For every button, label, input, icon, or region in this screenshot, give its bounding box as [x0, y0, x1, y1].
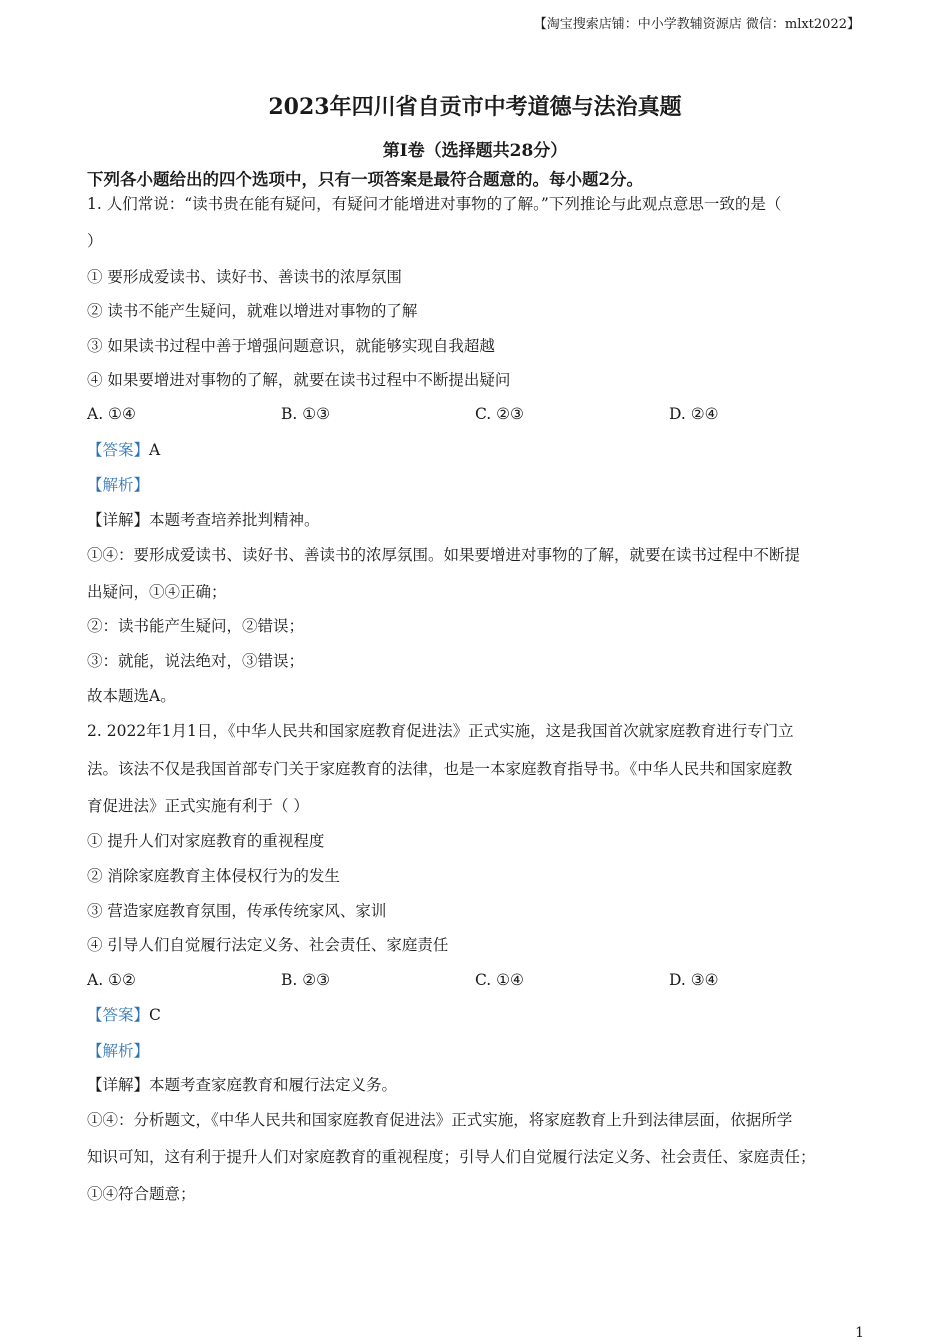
q1-explanation-3: ②：读书能产生疑问，②错误；	[87, 617, 305, 635]
q1-explanation-2: 出疑问，①④正确；	[87, 583, 227, 601]
q1-detail-row	[87, 510, 320, 530]
q1-option-b: B. ①③	[281, 405, 331, 423]
q2-stem-line1: 2. 2022年1月1日，《中华人民共和国家庭教育促进法》正式实施，这是我国首次就家庭教育进行专门立	[87, 722, 794, 740]
detail-label: 【详解】	[87, 1076, 150, 1094]
header-note: 【淘宝搜索店铺：中小学教辅资源店 微信：mlxt2022】	[533, 17, 860, 32]
detail-label: 【详解】	[87, 511, 150, 529]
q2-option-b: B. ②③	[281, 971, 331, 989]
answer-label: 【答案】	[87, 1006, 150, 1024]
q1-answer-row	[87, 440, 160, 460]
q2-explanation-1: ①④：分析题文，《中华人民共和国家庭教育促进法》正式实施，将家庭教育上升到法律层面，依据所学	[87, 1111, 793, 1129]
q2-stem-line3: 育促进法》正式实施有利于（ ）	[87, 797, 309, 815]
q1-answer: A	[149, 441, 161, 459]
q2-item-1: ① 提升人们对家庭教育的重视程度	[87, 832, 325, 850]
q1-explanation-5: 故本题选A。	[87, 687, 176, 705]
q1-item-4: ④ 如果要增进对事物的了解，就要在读书过程中不断提出疑问	[87, 371, 511, 389]
q1-explanation-1: ①④：要形成爱读书、读好书、善读书的浓厚氛围。如果要增进对事物的了解，就要在读书过程中不断提	[87, 546, 801, 564]
q1-explanation-4: ③：就能，说法绝对，③错误；	[87, 652, 305, 670]
analysis-label: 【解析】	[87, 476, 150, 494]
q2-stem-line2: 法。该法不仅是我国首部专门关于家庭教育的法律，也是一本家庭教育指导书。《中华人民共和国家庭教	[87, 760, 793, 778]
q2-item-2: ② 消除家庭教育主体侵权行为的发生	[87, 867, 340, 885]
q2-option-d: D. ③④	[669, 971, 719, 989]
q2-answer-row	[87, 1005, 161, 1025]
q2-detail: 本题考查家庭教育和履行法定义务。	[149, 1076, 398, 1094]
q2-item-3: ③ 营造家庭教育氛围，传承传统家风、家训	[87, 902, 387, 920]
q2-explanation-2: 知识可知，这有利于提升人们对家庭教育的重视程度；引导人们自觉履行法定义务、社会责任、家庭责任；	[87, 1148, 816, 1166]
instructions: 下列各小题给出的四个选项中，只有一项答案是最符合题意的。每小题2分。	[87, 170, 643, 189]
q1-analysis-row	[87, 475, 149, 495]
q1-item-2: ② 读书不能产生疑问，就难以增进对事物的了解	[87, 302, 418, 320]
analysis-label: 【解析】	[87, 1042, 150, 1060]
q2-answer: C	[149, 1006, 161, 1024]
q2-option-c: C. ①④	[475, 971, 524, 989]
section-title: 第I卷（选择题共28分）	[382, 141, 568, 161]
q1-option-c: C. ②③	[475, 405, 524, 423]
answer-label: 【答案】	[87, 441, 150, 459]
q1-option-a: A. ①④	[87, 405, 136, 423]
q2-item-4: ④ 引导人们自觉履行法定义务、社会责任、家庭责任	[87, 936, 449, 954]
q2-explanation-3: ①④符合题意；	[87, 1185, 196, 1203]
q1-detail: 本题考查培养批判精神。	[149, 511, 320, 529]
page-number: 1	[855, 1325, 864, 1341]
q2-detail-row	[87, 1075, 397, 1095]
q1-option-d: D. ②④	[669, 405, 719, 423]
q2-option-a: A. ①②	[87, 971, 136, 989]
q1-item-3: ③ 如果读书过程中善于增强问题意识，就能够实现自我超越	[87, 337, 495, 355]
q2-analysis-row	[87, 1041, 149, 1061]
q1-item-1: ① 要形成爱读书、读好书、善读书的浓厚氛围	[87, 268, 402, 286]
q1-stem-line1: 1. 人们常说：“读书贵在能有疑问，有疑问才能增进对事物的了解。”下列推论与此观点意思一致的是（	[87, 195, 782, 213]
page-title: 2023年四川省自贡市中考道德与法治真题	[268, 94, 682, 120]
q1-stem-line2: ）	[87, 232, 103, 250]
